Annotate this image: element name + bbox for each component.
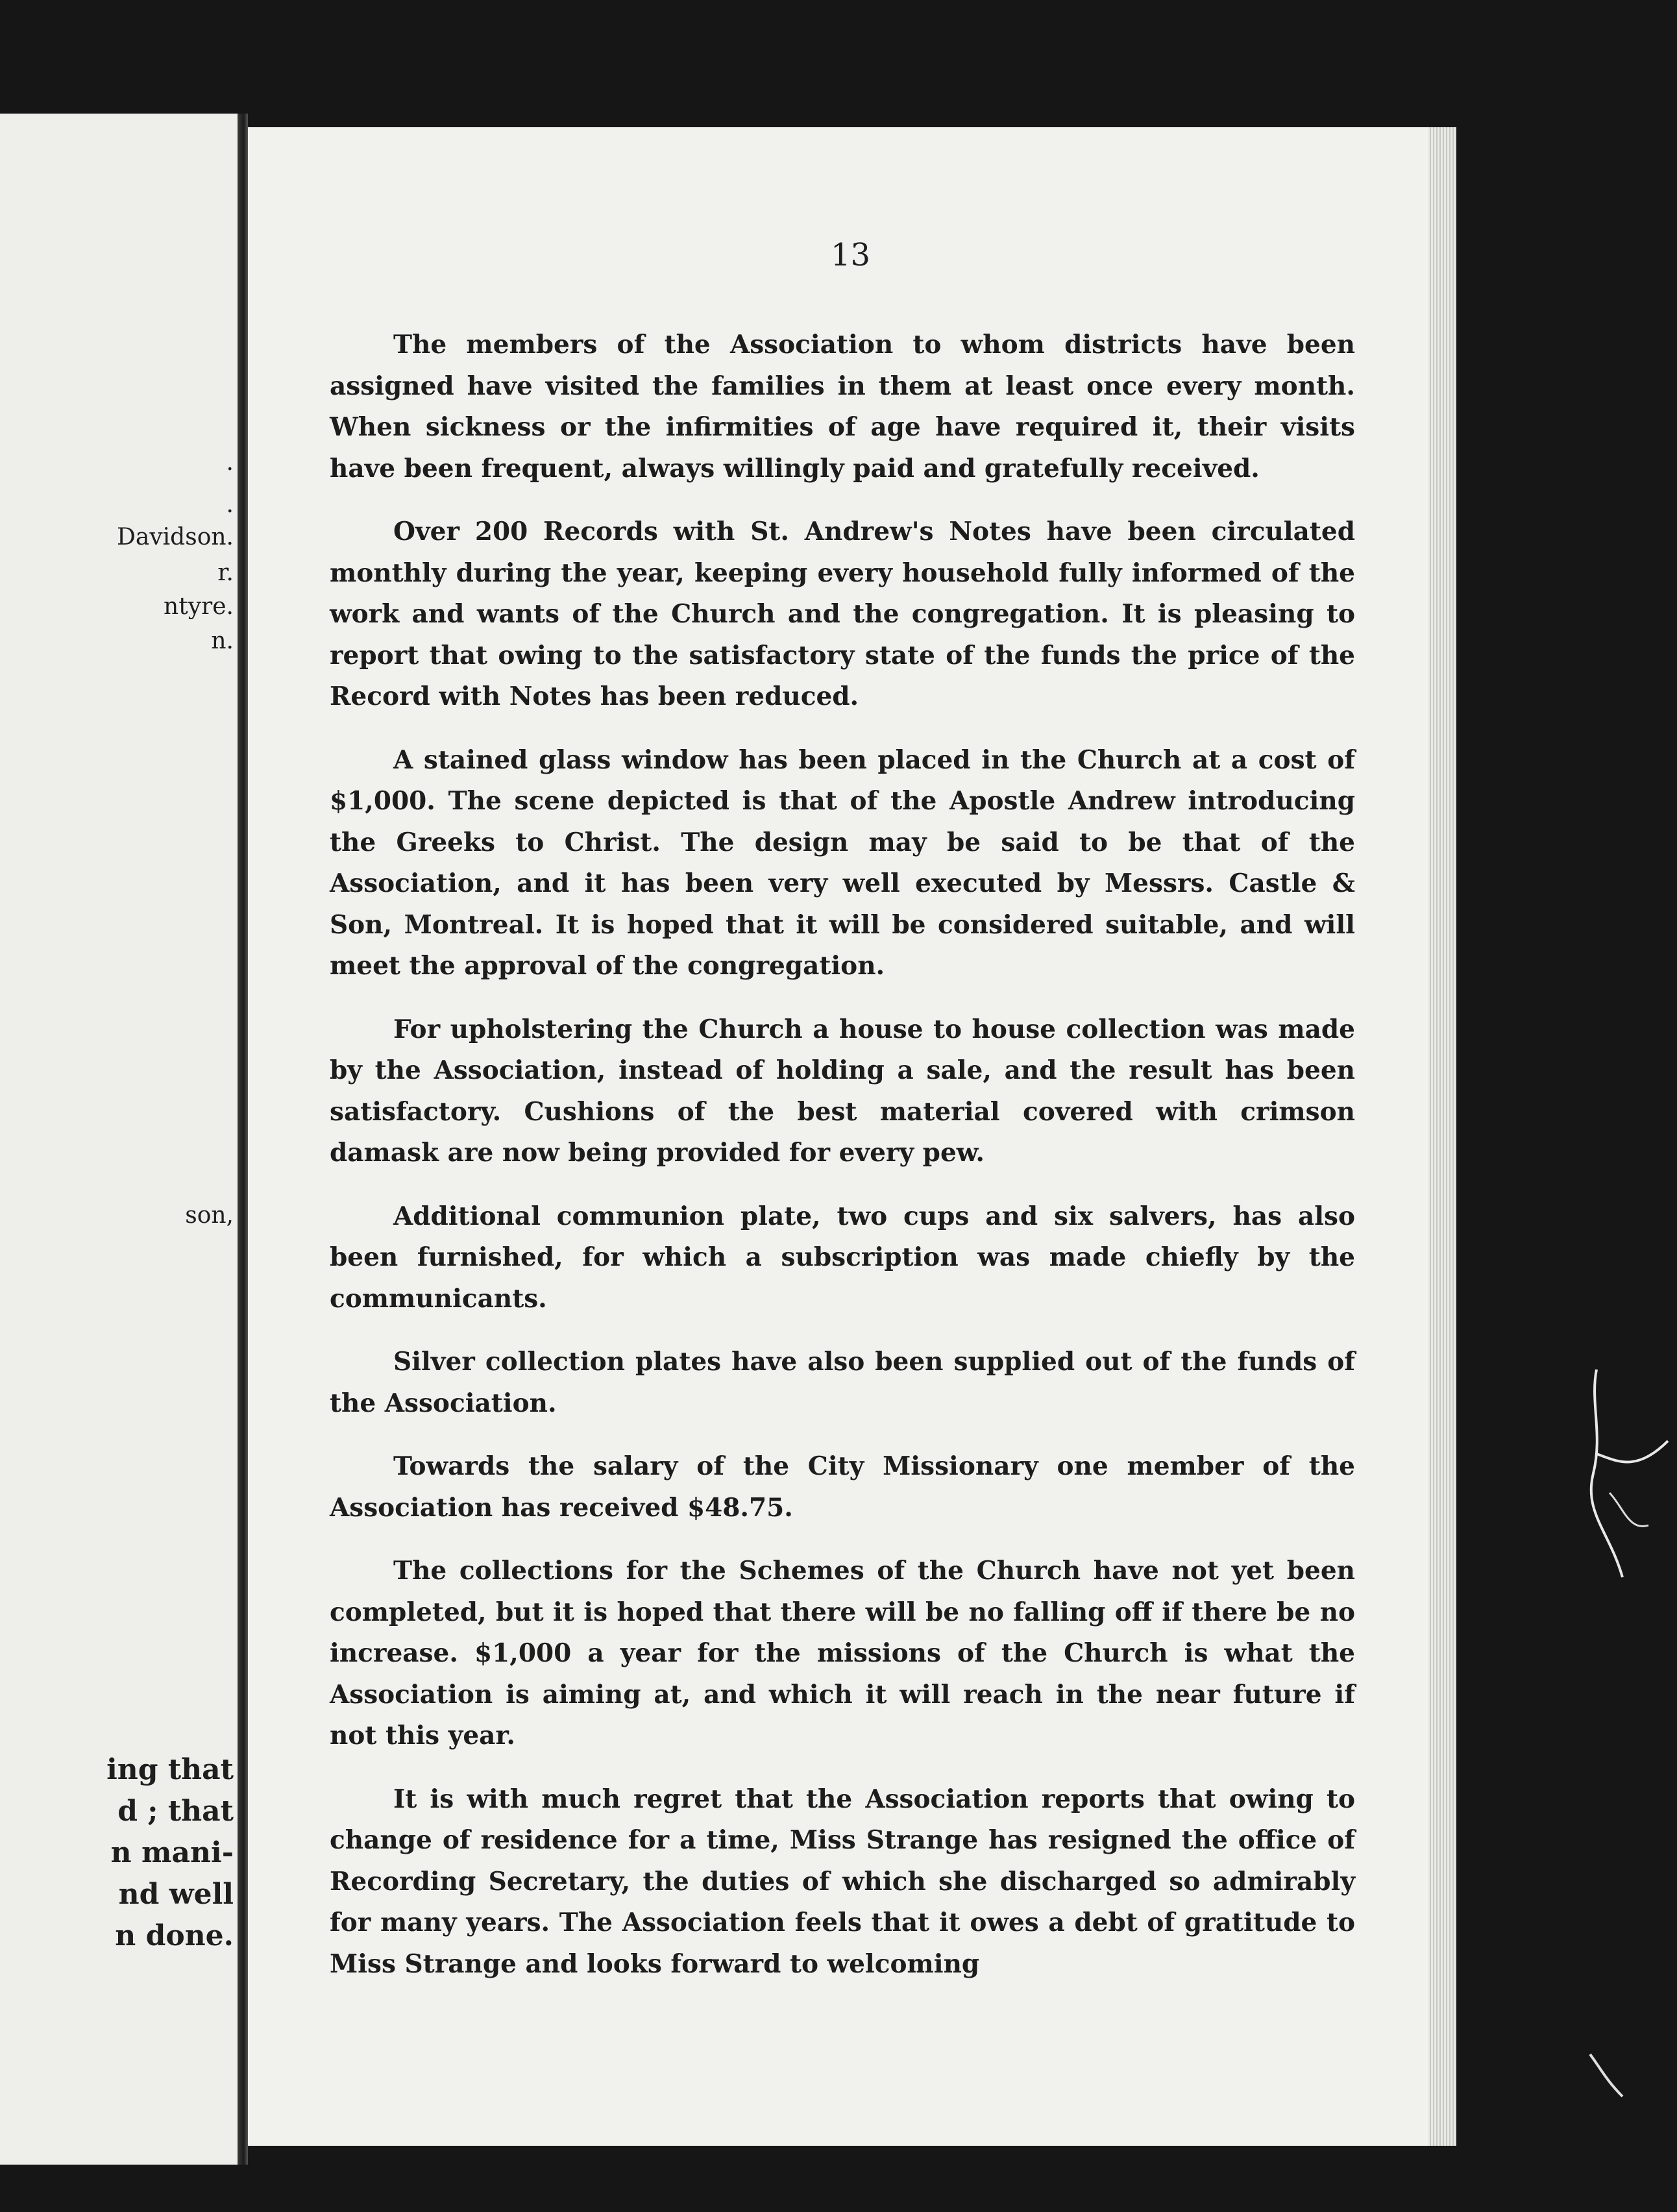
- body-text: [330, 325, 1355, 2007]
- paragraph: For upholstering the Church a house to house collection was made by the Association, instead of holding a sale, and the result has been satisfactory. Cushions of the best material covered with crimson damask are now being provided for every pew.: [330, 1014, 1355, 1168]
- left-page-fragment: d ; that: [117, 1795, 234, 1828]
- paragraph: The collections for the Schemes of the Church have not yet been completed, but it is hoped that there will be no falling off if there be no increase. $1,000 a year for the missions of the Church is what the Association is aiming at, and which it will reach in the near future if not this year.: [330, 1556, 1355, 1751]
- left-page-fragment: r.: [217, 559, 234, 586]
- paragraph: Over 200 Records with St. Andrew's Notes have been circulated monthly during the year, keeping every household fully informed of the work and wants of the Church and the congregation. It is pleasing to report that owing to the satisfactory state of the funds the price of the Record with Notes has been reduced.: [330, 517, 1355, 711]
- paragraph: It is with much regret that the Association reports that owing to change of residence for a time, Miss Strange has resigned the office of Recording Secretary, the duties of which she discharged so admirably for many years. The Association feels that it owes a debt of gratitude to Miss Strange and looks forward to welcoming: [330, 1784, 1355, 1979]
- left-page-fragment: son,: [185, 1202, 234, 1229]
- left-facing-page: [0, 114, 238, 2165]
- page-number: 13: [831, 237, 871, 273]
- stray-fiber-icon: [1584, 1363, 1674, 1597]
- paragraph: Towards the salary of the City Missionary one member of the Association has received $48.75.: [330, 1451, 1355, 1523]
- paragraph: The members of the Association to whom districts have been assigned have visited the families in them at least once every month. When sickness or the infirmities of age have required it, their visits have been frequent, always willingly paid and gratefully received.: [330, 330, 1355, 484]
- left-page-fragment: ing that: [106, 1753, 234, 1786]
- left-page-fragment: Davidson.: [117, 524, 234, 550]
- page-edge-stack: [1428, 127, 1456, 2146]
- left-page-fragment: n.: [211, 628, 234, 654]
- paragraph: Silver collection plates have also been supplied out of the funds of the Association.: [330, 1347, 1355, 1418]
- left-page-fragment: .: [226, 491, 234, 518]
- left-page-fragment: .: [226, 449, 234, 476]
- paragraph: A stained glass window has been placed in the Church at a cost of $1,000. The scene depicted is that of the Apostle Andrew introducing the Greeks to Christ. The design may be said to be that of the Association, and it has been very well executed by Messrs. Castle & Son, Montreal. It is hoped that it will be considered suitable, and will meet the approval of the congregation.: [330, 744, 1355, 981]
- left-page-fragment: n mani-: [110, 1836, 234, 1869]
- left-page-fragment: ntyre.: [164, 593, 234, 620]
- left-page-fragment: nd well: [118, 1878, 234, 1911]
- left-page-fragment: n done.: [115, 1919, 234, 1952]
- book-gutter: [238, 114, 248, 2165]
- paragraph: Additional communion plate, two cups and six salvers, has also been furnished, for which a subscription was made chiefly by the communicants.: [330, 1201, 1355, 1314]
- stray-fiber-icon: [1584, 2051, 1635, 2103]
